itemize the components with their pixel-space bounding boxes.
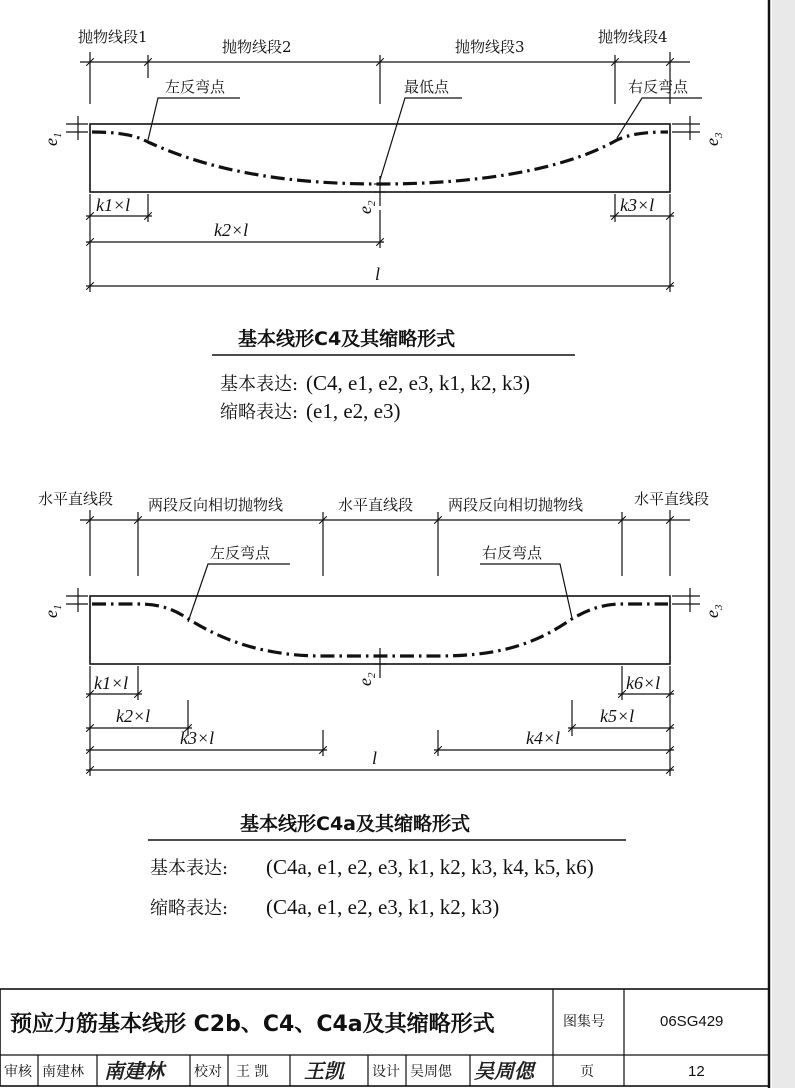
c4a-segment-label-4: 两段反向相切抛物线 — [448, 496, 584, 514]
c4a-left-inflection-leader — [188, 564, 290, 622]
c4a-dim-k6-label: k6×l — [626, 673, 661, 693]
c4a-segment-label-3: 水平直线段 — [338, 496, 414, 514]
designer-name: 吴周偲 — [410, 1064, 452, 1080]
c4a-dim-k2-label: k2×l — [116, 706, 151, 726]
dim-l-label: l — [375, 264, 381, 284]
checker-signature: 王凯 — [304, 1059, 344, 1083]
diagram2-title: 基本线形C4a及其缩略形式 — [240, 813, 470, 835]
c4a-e1-dimension — [41, 588, 88, 618]
page-label: 页 — [580, 1064, 594, 1080]
c4a-right-inflection-leader — [480, 564, 572, 618]
svg-text:e3: $e_3$ — [702, 604, 725, 618]
lowest-point-label: 最低点 — [404, 78, 450, 96]
reviewer-signature: 南建林 — [104, 1059, 164, 1083]
segment-label-3: 抛物线段3 — [455, 38, 525, 56]
diagram1-title: 基本线形C4及其缩略形式 — [238, 328, 456, 350]
c4a-right-inflection-label: 右反弯点 — [482, 544, 543, 562]
c4a-e2-dimension — [355, 648, 386, 686]
diagram1-basic-label: 基本表达: — [220, 374, 299, 395]
page-edge-shadow — [772, 0, 795, 1088]
e3-dimension — [672, 116, 725, 146]
diagram2-basic-expr: (C4a, e1, e2, e3, k1, k2, k3, k4, k5, k6) — [266, 855, 594, 879]
right-inflection-label: 右反弯点 — [628, 78, 689, 96]
diagram2-basic-label: 基本表达: — [150, 858, 229, 879]
designer-signature: 吴周偲 — [474, 1059, 534, 1083]
e1-dimension — [41, 116, 88, 146]
checker-name: 王 凯 — [236, 1064, 269, 1080]
c4a-dim-k1-label: k1×l — [94, 673, 129, 693]
c4a-dim-l-label: l — [372, 748, 378, 768]
atlas-no-label: 图集号 — [563, 1014, 605, 1030]
bottom-dimensions-c4 — [86, 194, 674, 292]
drawing-title: 预应力筋基本线形 C2b、C4、C4a及其缩略形式 — [10, 1012, 495, 1037]
lowest-point-leader — [380, 98, 462, 180]
diagram2-short-label: 缩略表达: — [150, 898, 229, 919]
dim-k1-label: k1×l — [96, 195, 131, 215]
c4a-segment-label-2: 两段反向相切抛物线 — [148, 496, 284, 514]
design-label: 设计 — [372, 1064, 400, 1080]
e2-dimension — [355, 176, 386, 214]
left-inflection-label: 左反弯点 — [165, 78, 226, 96]
bottom-dimensions-c4a — [86, 666, 674, 776]
c4a-dim-k5-label: k5×l — [600, 706, 635, 726]
c4a-left-inflection-label: 左反弯点 — [210, 544, 271, 562]
svg-text:e3: $e_3$ — [702, 132, 725, 146]
left-inflection-leader — [148, 98, 240, 140]
diagram-c4 — [41, 28, 725, 423]
diagram1-short-expr: (e1, e2, e3) — [306, 399, 401, 423]
c4a-segment-dimension-line — [80, 510, 690, 576]
dim-k3-label: k3×l — [620, 195, 655, 215]
check-label: 校对 — [194, 1064, 222, 1080]
c4a-e3-dimension — [672, 588, 725, 618]
svg-text:e2: $e_2$ — [355, 200, 378, 214]
c4a-dim-k3-label: k3×l — [180, 728, 215, 748]
diagram2-short-expr: (C4a, e1, e2, e3, k1, k2, k3) — [266, 895, 500, 919]
c4a-dim-k4-label: k4×l — [526, 728, 561, 748]
svg-text:e1: $e_1$ — [41, 604, 64, 618]
title-block — [0, 989, 769, 1086]
segment-label-2: 抛物线段2 — [222, 38, 292, 56]
page-no: 12 — [688, 1063, 705, 1080]
diagram1-basic-expr: (C4, e1, e2, e3, k1, k2, k3) — [306, 371, 530, 395]
segment-label-1: 抛物线段1 — [78, 28, 148, 46]
atlas-no: 06SG429 — [660, 1013, 724, 1030]
dim-k2-label: k2×l — [214, 220, 249, 240]
diagram-c4a — [38, 490, 725, 919]
diagram1-short-label: 缩略表达: — [220, 402, 299, 423]
c4a-segment-label-5: 水平直线段 — [634, 490, 710, 508]
review-label: 审核 — [4, 1064, 32, 1080]
c4a-segment-label-1: 水平直线段 — [38, 490, 114, 508]
svg-text:e1: $e_1$ — [41, 132, 64, 146]
svg-text:e2: $e_2$ — [355, 672, 378, 686]
segment-label-4: 抛物线段4 — [598, 28, 668, 46]
reviewer-name: 南建林 — [42, 1064, 84, 1080]
